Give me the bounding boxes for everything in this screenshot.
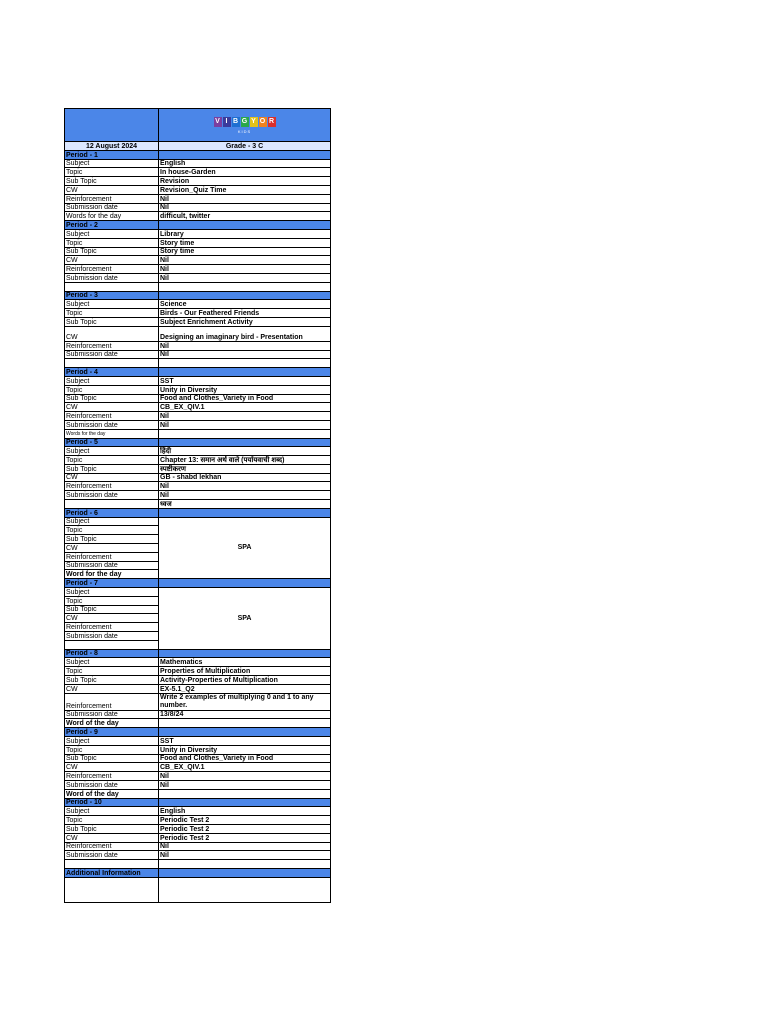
- row-value: Food and Clothes_Variety in Food: [159, 394, 331, 403]
- period-header-row: [65, 291, 331, 300]
- additional-info-left: [65, 877, 159, 902]
- period-title: Period - 7: [65, 579, 159, 588]
- additional-info-fill: [159, 868, 331, 877]
- row-value: SST: [159, 376, 331, 385]
- row-label: Topic: [65, 385, 159, 394]
- period-title: Period - 6: [65, 508, 159, 517]
- period-row: [65, 676, 331, 685]
- row-label: Sub Topic: [65, 754, 159, 763]
- spa-cell: SPA: [159, 517, 331, 579]
- row-label: [65, 860, 159, 869]
- row-label: [65, 640, 159, 649]
- period-row: [65, 309, 331, 318]
- row-value: GB - shabd lekhan: [159, 473, 331, 482]
- row-value: CB_EX_QIV.1: [159, 763, 331, 772]
- row-label: Sub Topic: [65, 394, 159, 403]
- period-row: [65, 842, 331, 851]
- row-label: Sub Topic: [65, 177, 159, 186]
- row-label: [65, 359, 159, 368]
- period-header-row: [65, 221, 331, 230]
- spa-cell: SPA: [159, 588, 331, 650]
- period-row: [65, 412, 331, 421]
- period-row: [65, 168, 331, 177]
- logo-letter: R: [268, 118, 275, 125]
- period-title-fill: [159, 150, 331, 159]
- logo-letter: V: [215, 118, 220, 125]
- period-title-fill: [159, 221, 331, 230]
- row-label: CW: [65, 326, 159, 341]
- logo-letter: O: [259, 118, 266, 125]
- period-header-row: [65, 508, 331, 517]
- additional-info-label: Additional Information: [65, 868, 159, 877]
- row-label: Submission date: [65, 273, 159, 282]
- row-label: CW: [65, 403, 159, 412]
- row-label: Topic: [65, 596, 159, 605]
- period-title-fill: [159, 368, 331, 377]
- row-value: Nil: [159, 420, 331, 429]
- row-value: Nil: [159, 341, 331, 350]
- period-row: [65, 491, 331, 500]
- row-label: Sub Topic: [65, 464, 159, 473]
- row-label: CW: [65, 473, 159, 482]
- period-title-fill: [159, 649, 331, 658]
- row-label: Reinforcement: [65, 842, 159, 851]
- period-row: [65, 394, 331, 403]
- row-label: Submission date: [65, 632, 159, 641]
- row-value: [159, 359, 331, 368]
- row-value: Nil: [159, 203, 331, 212]
- period-header-row: [65, 728, 331, 737]
- period-row: [65, 482, 331, 491]
- period-header-row: [65, 150, 331, 159]
- period-row: [65, 772, 331, 781]
- period-row: [65, 376, 331, 385]
- row-value: Nil: [159, 256, 331, 265]
- period-title: Period - 2: [65, 221, 159, 230]
- logo-subtitle: KIDS: [237, 129, 252, 134]
- row-label: Subject: [65, 229, 159, 238]
- row-value: CB_EX_QIV.1: [159, 403, 331, 412]
- row-label: Subject: [65, 447, 159, 456]
- row-value: Nil: [159, 273, 331, 282]
- vibgyor-logo: [214, 117, 276, 127]
- period-title: Period - 1: [65, 150, 159, 159]
- logo-left-cell: [65, 109, 159, 142]
- row-value: [159, 719, 331, 728]
- row-label: Topic: [65, 667, 159, 676]
- row-value: Nil: [159, 482, 331, 491]
- period-row: [65, 385, 331, 394]
- row-label: Reinforcement: [65, 693, 159, 710]
- period-row: [65, 464, 331, 473]
- period-row: [65, 588, 331, 597]
- row-label: Subject: [65, 300, 159, 309]
- period-row: [65, 719, 331, 728]
- period-row: [65, 745, 331, 754]
- logo-cell: [159, 109, 331, 142]
- row-value: Nil: [159, 780, 331, 789]
- period-row: [65, 517, 331, 526]
- row-label: Word of the day: [65, 789, 159, 798]
- row-value: [159, 429, 331, 438]
- row-label: Sub Topic: [65, 535, 159, 544]
- period-title: Period - 3: [65, 291, 159, 300]
- row-label: Topic: [65, 309, 159, 318]
- row-label: Topic: [65, 526, 159, 535]
- row-value: Nil: [159, 265, 331, 274]
- period-row: [65, 341, 331, 350]
- period-row: [65, 177, 331, 186]
- row-label: CW: [65, 833, 159, 842]
- row-label: Sub Topic: [65, 824, 159, 833]
- header-row: [65, 142, 331, 151]
- period-row: [65, 693, 331, 710]
- row-value: Periodic Test 2: [159, 833, 331, 842]
- row-label: Topic: [65, 816, 159, 825]
- row-value: Nil: [159, 842, 331, 851]
- period-title: Period - 5: [65, 438, 159, 447]
- timetable-sheet: [64, 108, 331, 903]
- period-row: [65, 203, 331, 212]
- period-row: [65, 816, 331, 825]
- row-label: Sub Topic: [65, 317, 159, 326]
- row-value: [159, 282, 331, 291]
- period-header-row: [65, 368, 331, 377]
- period-title-fill: [159, 728, 331, 737]
- row-value: Periodic Test 2: [159, 816, 331, 825]
- row-label: [65, 500, 159, 509]
- row-value: Nil: [159, 772, 331, 781]
- row-label: Sub Topic: [65, 676, 159, 685]
- row-value: English: [159, 807, 331, 816]
- additional-info-right: [159, 877, 331, 902]
- row-label: Topic: [65, 456, 159, 465]
- period-row: [65, 229, 331, 238]
- row-label: CW: [65, 763, 159, 772]
- period-row: [65, 824, 331, 833]
- row-label: Reinforcement: [65, 482, 159, 491]
- period-row: [65, 737, 331, 746]
- row-value: Subject Enrichment Activity: [159, 317, 331, 326]
- additional-info-row: [65, 868, 331, 877]
- logo-letter: I: [223, 117, 231, 127]
- period-title-fill: [159, 798, 331, 807]
- row-label: CW: [65, 544, 159, 553]
- row-value: difficult, twitter: [159, 212, 331, 221]
- period-row: [65, 500, 331, 509]
- period-title-fill: [159, 438, 331, 447]
- logo-row: [65, 109, 331, 142]
- row-value: Unity in Diversity: [159, 745, 331, 754]
- period-row: [65, 754, 331, 763]
- period-row: [65, 282, 331, 291]
- period-row: [65, 317, 331, 326]
- period-row: [65, 429, 331, 438]
- row-value: 13/8/24: [159, 710, 331, 719]
- logo-letter: B: [232, 118, 239, 125]
- row-label: Subject: [65, 376, 159, 385]
- row-label: Reinforcement: [65, 552, 159, 561]
- row-value: Properties of Multiplication: [159, 667, 331, 676]
- row-label: Subject: [65, 159, 159, 168]
- period-header-row: [65, 438, 331, 447]
- row-value: हिंदी: [159, 447, 331, 456]
- row-label: Submission date: [65, 491, 159, 500]
- row-value: SST: [159, 737, 331, 746]
- period-row: [65, 789, 331, 798]
- period-row: [65, 265, 331, 274]
- period-row: [65, 658, 331, 667]
- row-value: Nil: [159, 412, 331, 421]
- row-value: Library: [159, 229, 331, 238]
- period-row: [65, 710, 331, 719]
- period-title: Period - 10: [65, 798, 159, 807]
- period-row: [65, 350, 331, 359]
- period-title: Period - 4: [65, 368, 159, 377]
- logo-letter: G: [241, 118, 248, 125]
- period-row: [65, 247, 331, 256]
- row-label: Reinforcement: [65, 265, 159, 274]
- row-label: CW: [65, 684, 159, 693]
- row-label: Reinforcement: [65, 341, 159, 350]
- period-row: [65, 238, 331, 247]
- additional-info-body-row: [65, 877, 331, 902]
- row-label: Submission date: [65, 780, 159, 789]
- row-value: Science: [159, 300, 331, 309]
- row-value: Revision: [159, 177, 331, 186]
- period-row: [65, 403, 331, 412]
- row-value: Activity-Properties of Multiplication: [159, 676, 331, 685]
- period-header-row: [65, 798, 331, 807]
- row-label: Submission date: [65, 561, 159, 570]
- row-value: स्पष्टीकरण: [159, 464, 331, 473]
- period-row: [65, 780, 331, 789]
- period-title-fill: [159, 508, 331, 517]
- period-title-fill: [159, 579, 331, 588]
- period-row: [65, 273, 331, 282]
- row-label: Words for the day: [65, 212, 159, 221]
- logo-letter: Y: [251, 118, 256, 125]
- row-value: Periodic Test 2: [159, 824, 331, 833]
- period-row: [65, 159, 331, 168]
- row-value: Designing an imaginary bird - Presentation: [159, 326, 331, 341]
- period-title: Period - 9: [65, 728, 159, 737]
- timetable-body: [65, 109, 331, 903]
- period-title: Period - 8: [65, 649, 159, 658]
- grade-cell: Grade - 3 C: [159, 142, 331, 151]
- period-row: [65, 420, 331, 429]
- row-value: Nil: [159, 350, 331, 359]
- row-label: Reinforcement: [65, 194, 159, 203]
- period-row: [65, 185, 331, 194]
- row-label: Subject: [65, 517, 159, 526]
- row-value: [159, 789, 331, 798]
- period-row: [65, 860, 331, 869]
- row-label: Subject: [65, 588, 159, 597]
- period-row: [65, 256, 331, 265]
- row-label: Submission date: [65, 710, 159, 719]
- row-value: Birds - Our Feathered Friends: [159, 309, 331, 318]
- period-row: [65, 326, 331, 341]
- period-row: [65, 851, 331, 860]
- row-label: Submission date: [65, 851, 159, 860]
- row-value: Story time: [159, 247, 331, 256]
- row-value: Story time: [159, 238, 331, 247]
- period-row: [65, 473, 331, 482]
- row-label: Subject: [65, 658, 159, 667]
- row-value: Nil: [159, 851, 331, 860]
- row-label: Topic: [65, 745, 159, 754]
- row-value: Unity in Diversity: [159, 385, 331, 394]
- row-value: In house-Garden: [159, 168, 331, 177]
- row-label: Topic: [65, 168, 159, 177]
- period-header-row: [65, 649, 331, 658]
- row-label: Sub Topic: [65, 247, 159, 256]
- row-label: Subject: [65, 737, 159, 746]
- period-row: [65, 833, 331, 842]
- row-label: Reinforcement: [65, 623, 159, 632]
- row-value: Write 2 examples of multiplying 0 and 1 to any number.: [159, 693, 331, 710]
- row-label: CW: [65, 256, 159, 265]
- row-value: [159, 860, 331, 869]
- period-row: [65, 456, 331, 465]
- period-title-fill: [159, 291, 331, 300]
- date-cell: 12 August 2024: [65, 142, 159, 151]
- row-label: Sub Topic: [65, 605, 159, 614]
- row-value: Mathematics: [159, 658, 331, 667]
- row-value: English: [159, 159, 331, 168]
- period-row: [65, 667, 331, 676]
- row-label: CW: [65, 185, 159, 194]
- row-value: Nil: [159, 491, 331, 500]
- row-label: CW: [65, 614, 159, 623]
- period-row: [65, 359, 331, 368]
- period-row: [65, 194, 331, 203]
- row-value: Revision_Quiz Time: [159, 185, 331, 194]
- row-label: Reinforcement: [65, 772, 159, 781]
- period-row: [65, 684, 331, 693]
- row-label: Reinforcement: [65, 412, 159, 421]
- row-label: Topic: [65, 238, 159, 247]
- row-value: Food and Clothes_Variety in Food: [159, 754, 331, 763]
- row-label: Word for the day: [65, 570, 159, 579]
- row-value: EX-5.1_Q2: [159, 684, 331, 693]
- row-value: Chapter 13: समान अर्थ वाले (पर्यायवाची शब्द): [159, 456, 331, 465]
- row-label: Words for the day: [65, 429, 159, 438]
- period-row: [65, 300, 331, 309]
- row-label: Submission date: [65, 350, 159, 359]
- period-row: [65, 763, 331, 772]
- row-label: Submission date: [65, 203, 159, 212]
- row-value: ध्वज: [159, 500, 331, 509]
- row-label: Word of the day: [65, 719, 159, 728]
- period-header-row: [65, 579, 331, 588]
- period-row: [65, 212, 331, 221]
- row-label: [65, 282, 159, 291]
- row-label: Submission date: [65, 420, 159, 429]
- row-label: Subject: [65, 807, 159, 816]
- period-row: [65, 447, 331, 456]
- row-value: Nil: [159, 194, 331, 203]
- period-row: [65, 807, 331, 816]
